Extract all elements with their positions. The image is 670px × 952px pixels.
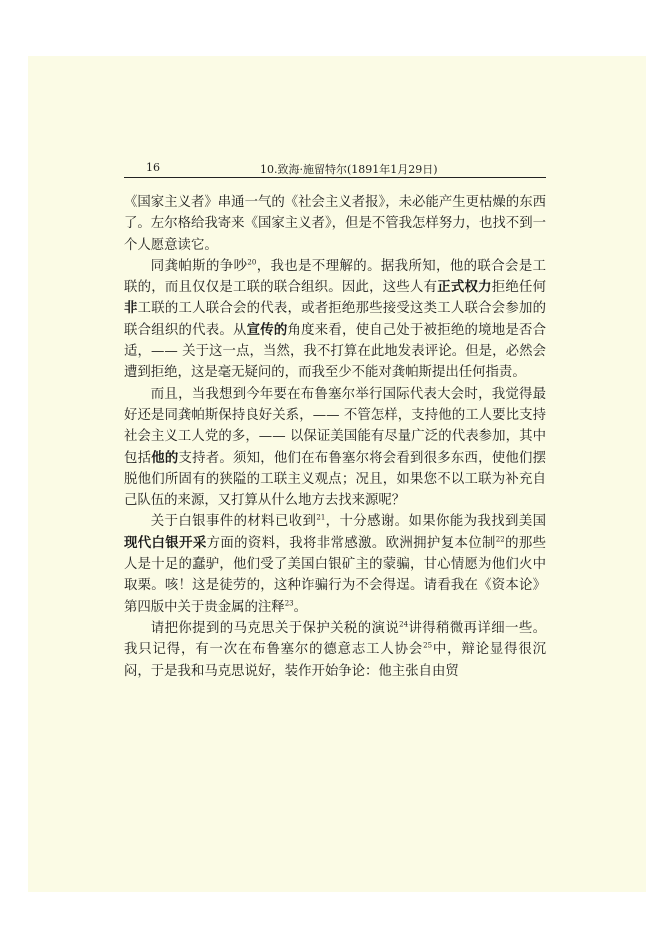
- paragraph: [124, 256, 546, 384]
- text-run: 拒绝任何: [491, 280, 547, 296]
- text-run: 方面的资料，我将非常感激。欧洲拥护复本位制: [206, 535, 496, 551]
- text-run: 讲得稍微再详细一些。我只记得，有一次在布鲁塞尔的德意志工人协会: [124, 620, 547, 658]
- text-run: 同龚帕斯的争吵: [150, 258, 248, 274]
- text-run: 。: [293, 599, 307, 615]
- emphasis-text: 现代白银开采: [124, 535, 207, 551]
- text-run: 的那些人是十足的蠢驴，他们受了美国白银矿主的蒙骗，甘心情愿为他们火中取栗。咳！这是徒劳的，这种诈骗行为不会得逞。请看我在《资本论》第四版中关于贵金属的注释: [124, 535, 547, 615]
- paragraph: [124, 511, 546, 617]
- text-run: 《国家主义者》串通一气的《社会主义者报》，未必能产生更枯燥的东西了。左尔格给我寄来《国家主义者》，但是不管我怎样努力，也找不到一个人愿意读它。: [124, 195, 546, 253]
- text-run: 工联的工人联合会的代表，或者拒绝那些接受这类工人联合会参加的联合组织的代表。从: [124, 301, 547, 338]
- paragraph: [124, 618, 546, 682]
- footnote-marker: 21: [316, 513, 326, 522]
- footnote-marker: 24: [399, 620, 409, 629]
- emphasis-text: 他的: [151, 450, 179, 466]
- footnote-marker: 22: [495, 535, 505, 544]
- footnote-marker: 23: [284, 599, 294, 608]
- body-text: [124, 192, 546, 682]
- text-run: 中，辩论显得很沉闷，于是我和马克思说好，装作开始争论：他主张自由贸: [124, 642, 546, 679]
- text-run: 请把你提到的马克思关于保护关税的演说: [150, 620, 400, 636]
- emphasis-text: 宣传的: [246, 322, 288, 338]
- paragraph: [124, 192, 546, 256]
- page-number: 16: [146, 161, 160, 174]
- paragraph: [124, 384, 546, 512]
- page-header: [124, 159, 546, 178]
- running-title: 10.致海·施留特尔(1891年1月29日): [260, 163, 438, 176]
- footnote-marker: 20: [247, 258, 257, 267]
- emphasis-text: 非: [124, 301, 138, 317]
- text-run: 支持者。须知，他们在布鲁塞尔将会看到很多东西，使他们摆脱他们所固有的狭隘的工联主义观点；况且，如果您不以工联为补充自己队伍的来源，又打算从什么地方去找来源呢？: [124, 450, 547, 509]
- text-run: 角度来看，使自己处于被拒绝的境地是否合适，—— 关于这一点，当然，我不打算在此地发表评论。但是，必然会遭到拒绝，这是毫无疑问的，而我至少不能对龚帕斯提出任何指责。: [124, 322, 547, 381]
- text-run: 而且，当我想到今年要在布鲁塞尔举行国际代表大会时，我觉得最好还是同龚帕斯保持良好关系，—— 不管怎样，支持他的工人要比支持社会主义工人党的多，—— 以保证美国能有尽量广泛的代表参加，其中包括: [124, 386, 546, 466]
- text-run: 关于白银事件的材料已收到: [150, 514, 317, 530]
- footnote-marker: 25: [423, 641, 433, 650]
- text-run: ，我也是不理解的。据我所知，他的联合会是工联的，而且仅仅是工联的联合组织。因此，这些人有: [124, 258, 547, 296]
- text-run: ，十分感谢。如果你能为我找到美国: [325, 514, 547, 530]
- emphasis-text: 正式权力: [437, 280, 492, 296]
